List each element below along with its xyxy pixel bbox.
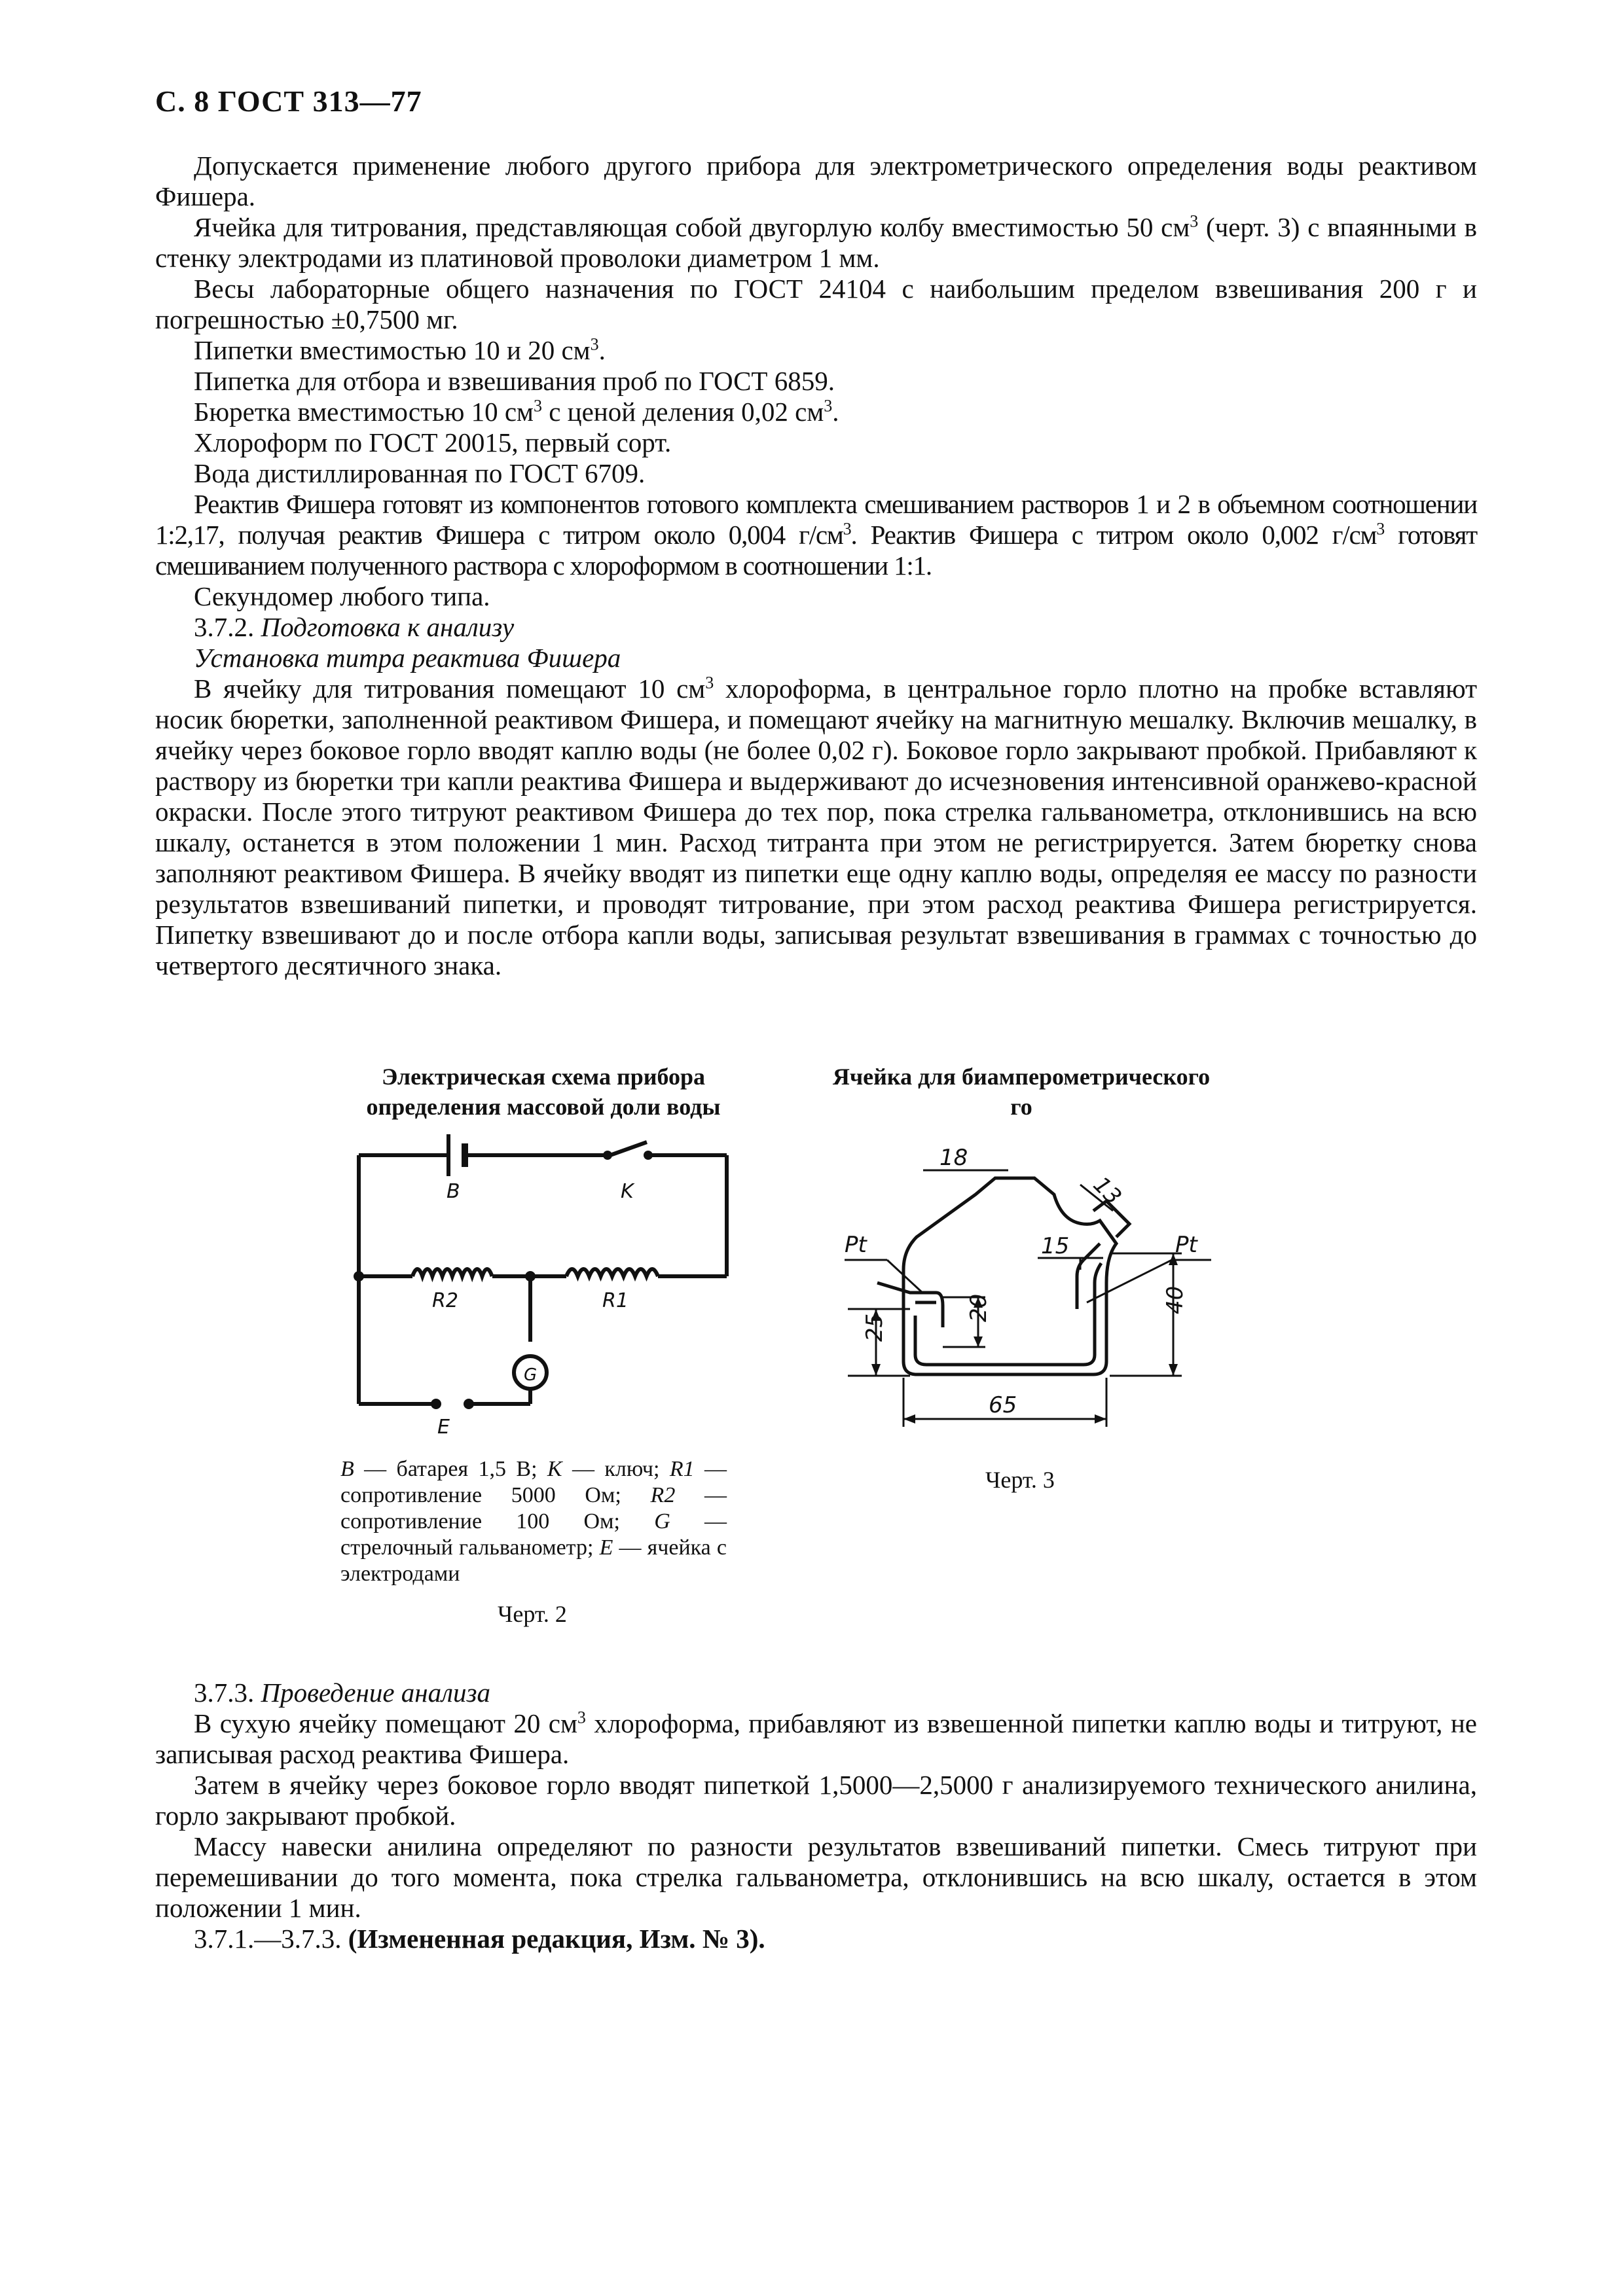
dim-25: 25 <box>862 1313 888 1342</box>
label-k: K <box>621 1180 634 1203</box>
label-b: B <box>447 1180 460 1203</box>
paragraph: Ячейка для титрования, представляющая собой двугорлую колбу вместимостью 50 $см^3$ (черт. 3) с впаянными в стенку электродами из платиновой проволоки диаметром 1 мм. <box>155 211 1477 273</box>
amendment-note: 3.7.1.—3.7.3. (Измененная редакция, Изм. № 3). <box>194 1924 765 1954</box>
fig3-title: Ячейка для биамперометрического го <box>832 1064 1211 1120</box>
label-e: E <box>437 1416 450 1437</box>
paragraph: Массу навески анилина определяют по разности результатов взвешиваний пипетки. Смесь титруют при перемешивании до того момента, пока стрелка гальванометра, отклонившись на всю шкалу, остается в этом положении 1 мин. <box>155 1831 1477 1923</box>
label-pt-left: Pt <box>845 1232 867 1258</box>
subsection-heading: 3.7.2. Подготовка к анализу <box>194 612 515 642</box>
paragraph: В сухую ячейку помещают 20 $см^3$ хлороформа, прибавляют из взвешенной пипетки каплю воды и титруют, не записывая расход реактива Фишера. <box>155 1708 1477 1769</box>
cell-diagram <box>818 1145 1231 1446</box>
paragraph: Допускается применение любого другого прибора для электрометрического определения воды реактивом Фишера. <box>155 151 1477 211</box>
subsection-subheading: Установка титра реактива Фишера <box>194 643 621 673</box>
dim-40: 40 <box>1162 1285 1188 1314</box>
dim-65: 65 <box>989 1392 1017 1418</box>
body-text-top <box>155 151 1477 981</box>
fig2-legend: B — батарея 1,5 В; K — ключ; R1 — сопротивление 5000 Ом; R2 — сопротивление 100 Ом; G — стрелочный гальванометр; E — ячейка с электродами <box>340 1457 727 1586</box>
paragraph: Хлороформ по ГОСТ 20015, первый сорт. <box>194 427 672 457</box>
label-pt-right: Pt <box>1175 1232 1197 1258</box>
page-header: С. 8 ГОСТ 313—77 <box>155 84 422 118</box>
paragraph: Весы лабораторные общего назначения по ГОСТ 24104 с наибольшим пределом взвешивания 200 г и погрешностью ±0,7500 мг. <box>155 274 1477 334</box>
circuit-diagram <box>340 1129 746 1437</box>
paragraph: Пипетка для отбора и взвешивания проб по ГОСТ 6859. <box>194 366 835 396</box>
paragraph: Реактив Фишера готовят из компонентов готового комплекта смешиванием растворов 1 и 2 в объемном соотношении 1:2,17, получая реактив Фишера с титром около 0,004 $г/см^3$. Реактив Фишера с титром около 0,002 $г/см^3$ готовят смешиванием полученного раствора с хлороформом в соотношении 1:1. <box>155 489 1477 581</box>
dim-15: 15 <box>1041 1233 1070 1259</box>
paragraph: Секундомер любого типа. <box>194 581 490 611</box>
paragraph: Затем в ячейку через боковое горло вводят пипеткой 1,5000—2,5000 г анализируемого технического анилина, горло закрывают пробкой. <box>155 1770 1477 1831</box>
fig2-title: Электрическая схема прибора определения массовой доли воды <box>366 1064 721 1120</box>
label-g: G <box>524 1365 538 1385</box>
fig3-label: Черт. 3 <box>985 1467 1055 1493</box>
subsection-heading: 3.7.3. Проведение анализа <box>194 1677 491 1708</box>
fig2-label: Черт. 2 <box>498 1601 567 1627</box>
paragraph: Бюретка вместимостью 10 $см^3$ с ценой деления 0,02 $см^3$. <box>194 396 839 427</box>
paragraph: Вода дистиллированная по ГОСТ 6709. <box>194 458 646 488</box>
dim-20: 20 <box>966 1293 992 1322</box>
body-text-bottom <box>155 1677 1477 1954</box>
paragraph: Пипетки вместимостью 10 и 20 $см^3$. <box>194 334 606 365</box>
paragraph: В ячейку для титрования помещают 10 $см^3$ хлороформа, в центральное горло плотно на пробке вставляют носик бюретки, заполненной реактивом Фишера, и помещают ячейку на магнитную мешалку. Включив мешалку, в ячейку через боковое горло вводят каплю воды (не более 0,02 г). Боковое горло закрывают пробкой. Прибавляют к раствору из бюретки три капли реактива Фишера и выдерживают до исчезновения интенсивной оранжево-красной окраски. После этого титруют реактивом Фишера до тех пор, пока стрелка гальванометра, отклонившись на всю шкалу, останется в этом положении 1 мин. Расход титранта при этом не регистрируется. Затем бюретку снова заполняют реактивом Фишера. В ячейку вводят из пипетки еще одну каплю воды, определяя ее массу по разности результатов взвешиваний пипетки, и проводят титрование, при этом расход реактива Фишера регистрируется. Пипетку взвешивают до и после отбора капли воды, записывая результат взвешивания в граммах с точностью до четвертого десятичного знака. <box>155 673 1477 980</box>
label-r2: R2 <box>432 1289 458 1312</box>
dim-13: 13 <box>1087 1172 1127 1210</box>
label-r1: R1 <box>602 1289 629 1312</box>
dim-18: 18 <box>939 1145 968 1171</box>
